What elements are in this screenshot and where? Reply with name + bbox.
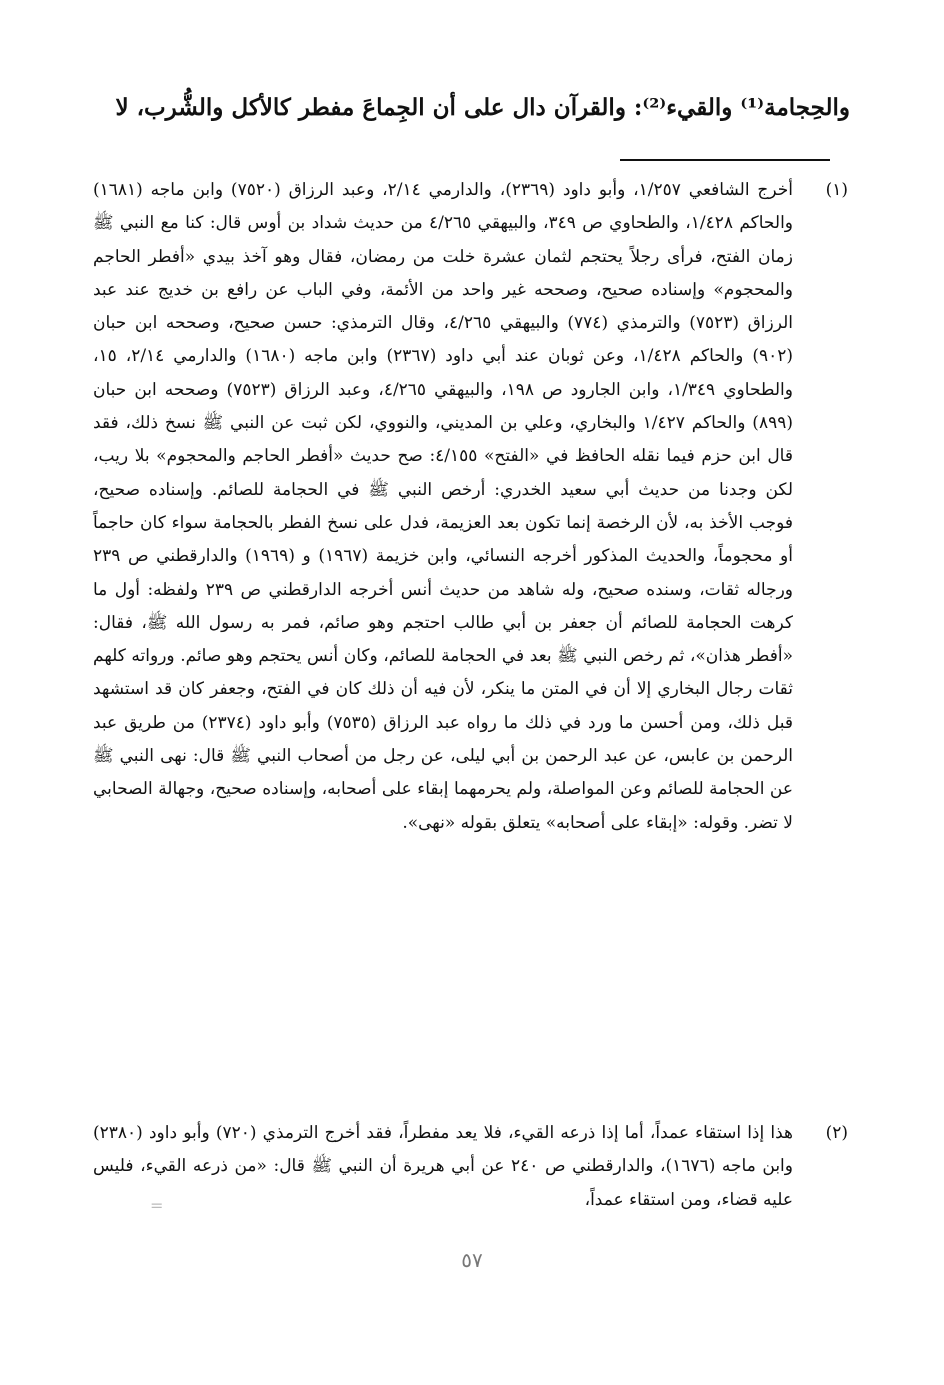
footnote-1-marker: (١) bbox=[825, 180, 848, 200]
main-text-line: والحِجامة⁽¹⁾ والقيء⁽²⁾: والقرآن دال على أن الجِماعَ مفطر كالأكل والشُّرب، لا bbox=[115, 94, 850, 121]
continuation-mark: = bbox=[150, 1196, 164, 1215]
footnote-1 bbox=[88, 174, 848, 1138]
footnote-2 bbox=[88, 1117, 848, 1227]
footnote-2-text: هذا إذا استقاء عمداً، أما إذا ذرعه القيء، فلا يعد مفطراً، فقد أخرج الترمذي (٧٢٠) وأبو داود (٢٣٨٠) وابن ماجه (١٦٧٦)، والدارقطني ص ٢٤٠ عن أبي هريرة أن النبي ﷺ قال: «من ذرعه القيء، فليس عليه قضاء، ومن استقاء عمداً، bbox=[93, 1123, 793, 1210]
footnote-1-text: أخرج الشافعي ١/٢٥٧، وأبو داود (٢٣٦٩)، والدارمي ٢/١٤، وعبد الرزاق (٧٥٢٠) وابن ماجه (١٦٨١) والحاكم ١/٤٢٨، والطحاوي ص ٣٤٩، والبيهقي ٤/٢٦٥ من حديث شداد بن أوس قال: كنا مع النبي ﷺ زمان الفتح، فرأى رجلاً يحتجم لثمان عشرة خلت من رمضان، فقال وهو آخذ بيدي «أفطر الحاجم والمحجوم» وإسناده صحيح، وصححه غير واحد من الأئمة، وفي الباب عن رافع بن خديج عند عبد الرزاق (٧٥٢٣) والترمذي (٧٧٤) والبيهقي ٤/٢٦٥، وقال الترمذي: حسن صحيح، وصححه ابن حبان (٩٠٢) والحاكم ١/٤٢٨، وعن ثوبان عند أبي داود (٢٣٦٧) وابن ماجه (١٦٨٠) والدارمي ٢/١٤، ١٥، والطحاوي ١/٣٤٩، وابن الجارود ص ١٩٨، والبيهقي ٤/٢٦٥، وعبد الرزاق (٧٥٢٣) وصححه ابن حبان (٨٩٩) والحاكم ١/٤٢٧ والبخاري، وعلي بن المديني، والنووي، لكن ثبت عن النبي ﷺ نسخ ذلك، فقد قال ابن حزم فيما نقله الحافظ في «الفتح» ٤/١٥٥: صح حديث «أفطر الحاجم والمحجوم» بلا ريب، لكن وجدنا من حديث أبي سعيد الخدري: أرخص النبي ﷺ في الحجامة للصائم. وإسناده صحيح، فوجب الأخذ به، لأن الرخصة إنما تكون بعد العزيمة، فدل على نسخ الفطر بالحجامة سواء كان حاجماً أو محجوماً، والحديث المذكور أخرجه النسائي، وابن خزيمة (١٩٦٧) و (١٩٦٩) والدارقطني ص ٢٣٩ ورجاله ثقات، وسنده صحيح، وله شاهد من حديث أنس أخرجه الدارقطني ص ٢٣٩ ولفظه: أول ما كرهت الحجامة للصائم أن جعفر بن أبي طالب احتجم وهو صائم، فمر به رسول الله ﷺ، فقال: «أفطر هذان»، ثم رخص النبي ﷺ بعد في الحجامة للصائم، وكان أنس يحتجم وهو صائم. ورواته كلهم ثقات رجال البخاري إلا أن في المتن ما ينكر، لأن فيه أن ذلك كان في الفتح، وجعفر كان قد استشهد قبل ذلك، ومن أحسن ما ورد في ذلك ما رواه عبد الرزاق (٧٥٣٥) وأبو داود (٢٣٧٤) من طريق عبد الرحمن بن عابس، عن عبد الرحمن بن أبي ليلى، عن رجل من أصحاب النبي ﷺ قال: نهى النبي ﷺ عن الحجامة للصائم وعن المواصلة، ولم يحرمهما إبقاء على أصحابه، وإسناده صحيح، وجهالة الصحابي لا تضر. وقوله: «إبقاء على أصحابه» يتعلق بقوله «نهى». bbox=[93, 180, 794, 833]
page-number: ٥٧ bbox=[461, 1248, 483, 1272]
footnote-2-marker: (٢) bbox=[825, 1123, 848, 1143]
footnote-separator bbox=[620, 159, 830, 161]
